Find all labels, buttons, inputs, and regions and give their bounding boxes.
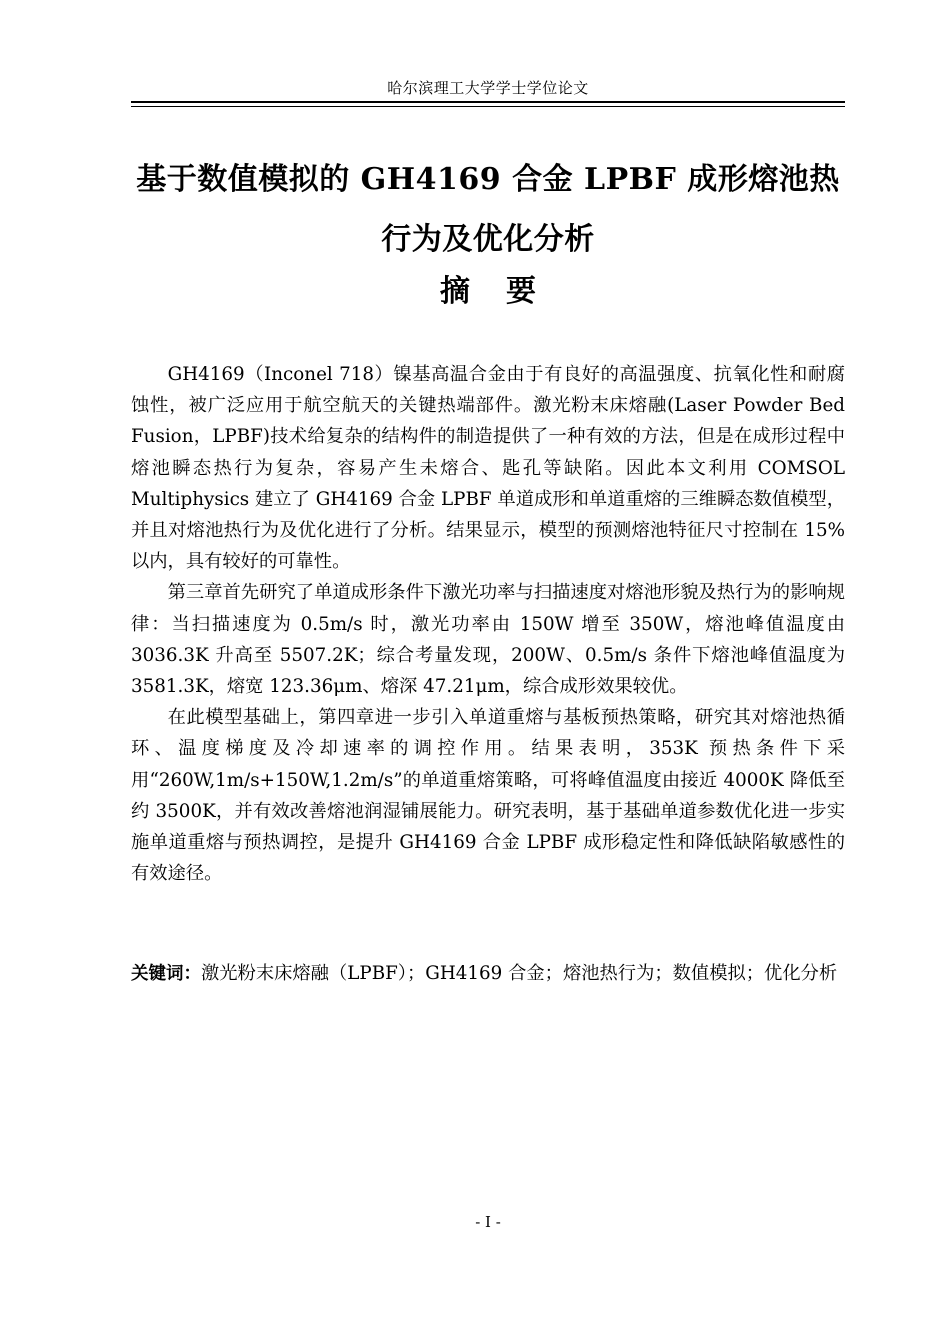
thesis-title: [110, 150, 866, 270]
page-number: - I -: [475, 1213, 501, 1231]
abstract-body: [131, 359, 845, 889]
thesis-title-line-1: 基于数值模拟的 GH4169 合金 LPBF 成形熔池热: [136, 162, 840, 197]
header-rule-thin: [131, 106, 845, 107]
abstract-heading: 摘要: [440, 274, 572, 309]
abstract-paragraph-3: 在此模型基础上，第四章进一步引入单道重熔与基板预热策略，研究其对熔池热循环、温度梯度及冷却速率的调控作用。结果表明，353K 预热条件下采用“260W,1m/s+150W,1.2m/s”的单道重熔策略，可将峰值温度由接近 4000K 降低至约 3500K，并有效改善熔池润湿铺展能力。研究表明，基于基础单道参数优化进一步实施单道重熔与预热调控，是提升 GH4169 合金 LPBF 成形稳定性和降低缺陷敏感性的有效途径。: [131, 707, 845, 885]
abstract-paragraph-2: 第三章首先研究了单道成形条件下激光功率与扫描速度对熔池形貌及热行为的影响规律：当扫描速度为 0.5m/s 时，激光功率由 150W 增至 350W，熔池峰值温度由 3036.3K 升高至 5507.2K；综合考量发现，200W、0.5m/s 条件下熔池峰值温度为 3581.3K，熔宽 123.36μm、熔深 47.21μm，综合成形效果较优。: [131, 582, 845, 698]
keywords-text: 激光粉末床熔融（LPBF）；GH4169 合金；熔池热行为；数值模拟；优化分析: [201, 963, 838, 984]
running-header: 哈尔滨理工大学学士学位论文: [387, 79, 589, 97]
abstract-paragraph-1: GH4169（Inconel 718）镍基高温合金由于有良好的高温强度、抗氧化性和耐腐蚀性，被广泛应用于航空航天的关键热端部件。激光粉末床熔融(Laser Powder Bed Fusion，LPBF)技术给复杂的结构件的制造提供了一种有效的方法，但是在成形过程中熔池瞬态热行为复杂，容易产生未熔合、匙孔等缺陷。因此本文利用 COMSOL Multiphysics 建立了 GH4169 合金 LPBF 单道成形和单道重熔的三维瞬态数值模型，并且对熔池热行为及优化进行了分析。结果显示，模型的预测熔池特征尺寸控制在 15%以内，具有较好的可靠性。: [131, 364, 845, 573]
keywords-label: 关键词：: [131, 964, 201, 984]
header-rule-thick: [131, 101, 845, 103]
keywords-block: [131, 958, 845, 990]
thesis-title-line-2: 行为及优化分析: [381, 222, 595, 257]
